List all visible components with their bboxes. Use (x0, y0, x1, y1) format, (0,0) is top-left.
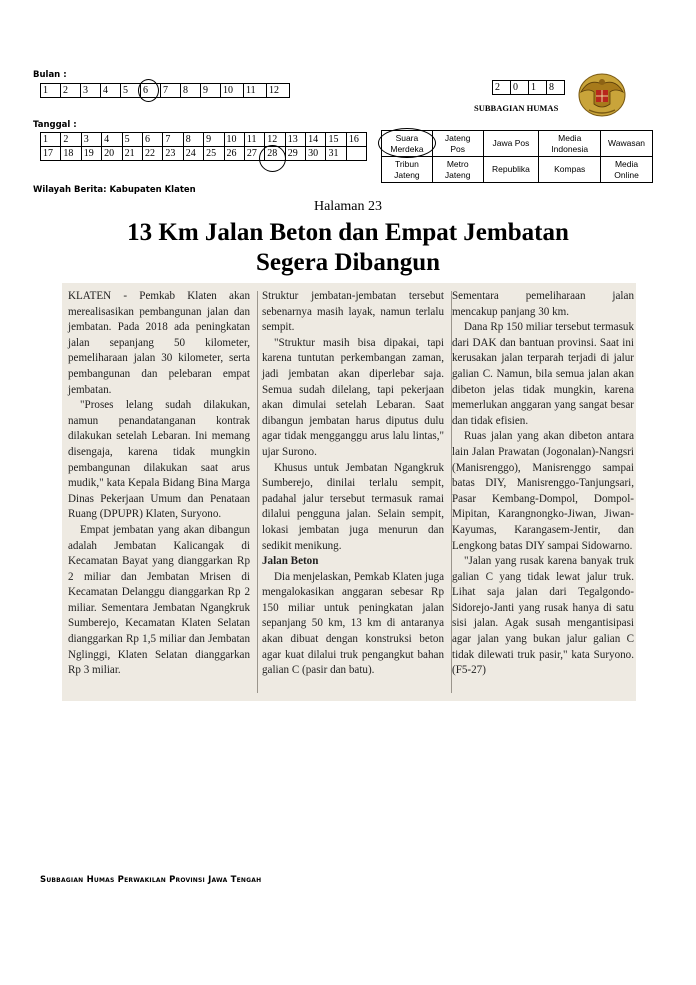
grid-cell: 2 (493, 81, 511, 95)
grid-cell: 22 (142, 147, 162, 161)
bulan-selected-circle (138, 79, 159, 102)
media-cell (601, 131, 653, 157)
article-paragraph: Empat jembatan yang akan dibangun adalah Jembatan Kalicangak di Kecamatan Bayat yang dianggarkan Rp 2 miliar dan Jembatan Mrisen di Kecamatan Delanggu dianggarkan Rp 2 miliar. Sementara Jembatan Ngangkruk Sumberejo, Kecamatan Klaten Selatan dianggarkan Rp 1,5 miliar dan Jembatan Nglinggi, Klaten Selatan dianggarkan Rp 3 miliar. (68, 523, 250, 677)
article-paragraph: Dia menjelaskan, Pemkab Klaten juga mengalokasikan anggaran sebesar Rp 150 miliar untuk peningkatan jalan sepanjang 50 km, 13 km di antaranya akan dibuat dengan konstruksi beton agar kuat dilalui truk pengangkut bahan galian C (pasir dan batu). (262, 570, 444, 677)
grid-cell: 14 (306, 133, 326, 147)
grid-cell: 6 (141, 84, 161, 98)
grid-cell: 18 (61, 147, 81, 161)
grid-cell: 1 (529, 81, 547, 95)
article-column-2 (262, 289, 444, 679)
grid-cell: 11 (244, 133, 264, 147)
grid-cell: 21 (122, 147, 142, 161)
column-divider (257, 291, 258, 693)
grid-cell: 5 (121, 84, 141, 98)
grid-cell: 12 (267, 84, 290, 98)
grid-cell: 2 (61, 133, 81, 147)
media-cell (539, 131, 601, 157)
grid-cell: 5 (122, 133, 142, 147)
media-name: Media (558, 132, 582, 143)
media-name: Media (614, 158, 639, 169)
media-name: Jawa Pos (492, 138, 530, 148)
media-name: Kompas (554, 164, 586, 174)
media-name: Jateng (444, 132, 471, 143)
headline-line2: Segera Dibangun (255, 249, 441, 276)
grid-cell: 29 (285, 147, 305, 161)
grid-cell: 13 (285, 133, 305, 147)
grid-cell: 11 (244, 84, 267, 98)
grid-cell: 20 (102, 147, 122, 161)
article-paragraph: KLATEN - Pemkab Klaten akan merealisasikan pembangunan jalan dan jembatan. Pada 2018 ada peningkatan jalan sepanjang 50 kilometer, pemeliharaan jalan 30 kilometer, serta pembangunan dan pelebaran empat jembatan. (68, 290, 250, 396)
media-name: Jateng (444, 169, 471, 180)
grid-cell: 1 (41, 84, 61, 98)
media-name: Tribun (395, 158, 419, 169)
grid-cell: 23 (163, 147, 183, 161)
wilayah-berita: Wilayah Berita: Kabupaten Klaten (33, 185, 196, 195)
grid-cell: 16 (346, 133, 366, 147)
grid-cell: 28 (265, 147, 285, 161)
tanggal-grid (40, 132, 367, 161)
media-name: Pos (450, 143, 466, 154)
article-paragraph: Ruas jalan yang akan dibeton antara lain Jalan Prawatan (Jogonalan)-Nangsri (Manisrenggo), Manisrenggo sampai batas DIY, Manisrenggo-Tanjungsari, Pasar Kembang-Dompol, Dompol-Mipitan, Karangnongko-Jiwan, Jiwan-Kayumas, Karangasem-Jentir, dan Lengkong batas DIY sampai Sidowarno. (452, 430, 634, 552)
office-label: SUBBAGIAN HUMAS (474, 103, 559, 113)
grid-cell: 9 (204, 133, 224, 147)
article-paragraph: "Struktur masih bisa dipakai, tapi karena tuntutan perkembangan zaman, jadi jembatan akan diperlebar saja. Semua sudah dilelang, tapi pekerjaan akan dimulai setelah Lebaran. Saat dibangun jembatan harus diputus dulu agar tidak mengganggu arus lalu lintas," ujar Surono. (262, 336, 444, 458)
media-name: Online (614, 169, 639, 180)
media-cell (483, 157, 539, 183)
footer-office: Subbagian Humas Perwakilan Provinsi Jawa Tengah (40, 875, 262, 885)
grid-cell: 31 (326, 147, 346, 161)
tanggal-selected-circle (259, 145, 286, 172)
grid-cell: 4 (102, 133, 122, 147)
media-selected-circle (378, 128, 436, 158)
grid-cell: 12 (265, 133, 285, 147)
media-name: Metro (446, 158, 469, 169)
media-cell (432, 131, 483, 157)
grid-cell: 3 (81, 133, 101, 147)
grid-cell: 27 (244, 147, 264, 161)
grid-cell: 7 (161, 84, 181, 98)
article-paragraph: Khusus untuk Jembatan Ngangkruk Sumberejo, dinilai terlalu sempit, padahal jalur tersebut termasuk ramai dilalui pengguna jalan. Selain sempit, lokasi jembatan juga menurun dan sedikit menikung. (262, 461, 444, 552)
year-grid (492, 80, 565, 95)
article-paragraph: Struktur jembatan-jembatan tersebut sebenarnya masih layak, namun terlalu sempit. (262, 290, 444, 334)
grid-cell: 19 (81, 147, 101, 161)
grid-cell: 8 (183, 133, 203, 147)
news-clipping (62, 283, 636, 701)
grid-cell (346, 147, 366, 161)
article-paragraph: Dana Rp 150 miliar tersebut termasuk dari DAK dan bantuan provinsi. Saat ini kerusakan jalan terparah terjadi di jalur galian C. Namun, bila semua jalan akan dibeton jelas tidak mungkin, karena memerlukan anggaran yang sangat besar dan tidak efisien. (452, 321, 634, 427)
grid-cell: 2 (61, 84, 81, 98)
tanggal-label: Tanggal : (33, 120, 77, 130)
bulan-grid (40, 83, 290, 98)
media-cell (382, 157, 433, 183)
grid-cell: 10 (221, 84, 244, 98)
garuda-emblem (577, 70, 627, 118)
grid-cell: 10 (224, 133, 244, 147)
article-column-3 (452, 289, 634, 679)
grid-cell: 4 (101, 84, 121, 98)
grid-cell: 6 (142, 133, 162, 147)
media-name: Indonesia (551, 143, 589, 154)
media-cell (539, 157, 601, 183)
grid-cell: 1 (41, 133, 61, 147)
grid-cell: 8 (547, 81, 565, 95)
media-cell (432, 157, 483, 183)
grid-cell: 30 (306, 147, 326, 161)
media-name: Jateng (394, 169, 420, 180)
grid-cell: 9 (201, 84, 221, 98)
grid-cell: 3 (81, 84, 101, 98)
grid-cell: 25 (204, 147, 224, 161)
media-cell (601, 157, 653, 183)
grid-cell: 26 (224, 147, 244, 161)
article-paragraph: "Proses lelang sudah dilakukan, namun penandatanganan kontrak dilakukan setelah Lebaran. Ini memang disengaja, karena tidak mungkin pembangunan dilakukan saat arus mudik," kata Kepala Bidang Bina Marga Dinas Pekerjaan Umum dan Penataan Ruang (DPUPR) Klaten, Suryono. (68, 399, 250, 521)
grid-cell: 24 (183, 147, 203, 161)
grid-cell: 7 (163, 133, 183, 147)
media-name: Merdeka (390, 143, 424, 154)
page-number: Halaman 23 (313, 199, 383, 214)
headline-line1: 13 Km Jalan Beton dan Empat Jembatan (127, 219, 569, 246)
bulan-label: Bulan : (33, 70, 67, 80)
grid-cell: 0 (511, 81, 529, 95)
media-name: Wawasan (608, 138, 646, 148)
article-subheading: Jalan Beton (262, 555, 319, 568)
grid-cell: 15 (326, 133, 346, 147)
grid-cell: 17 (41, 147, 61, 161)
media-name: Republika (492, 164, 530, 174)
media-cell (483, 131, 539, 157)
media-name: Suara (395, 132, 419, 143)
article-paragraph: Sementara pemeliharaan jalan mencakup panjang 30 km. (452, 290, 634, 318)
grid-cell: 8 (181, 84, 201, 98)
article-paragraph: "Jalan yang rusak karena banyak truk galian C yang tidak lewat jalur truk. Lihat saja jalan dari Tegalgondo-Sidorejo-Janti yang rusak hanya di satu sisi jalan. Agak susah mengantisipasi agar jalan yang bukan jalur galian C tidak dilewati truk pasir," kata Suryono. (F5-27) (452, 555, 634, 677)
article-column-1 (68, 289, 250, 679)
